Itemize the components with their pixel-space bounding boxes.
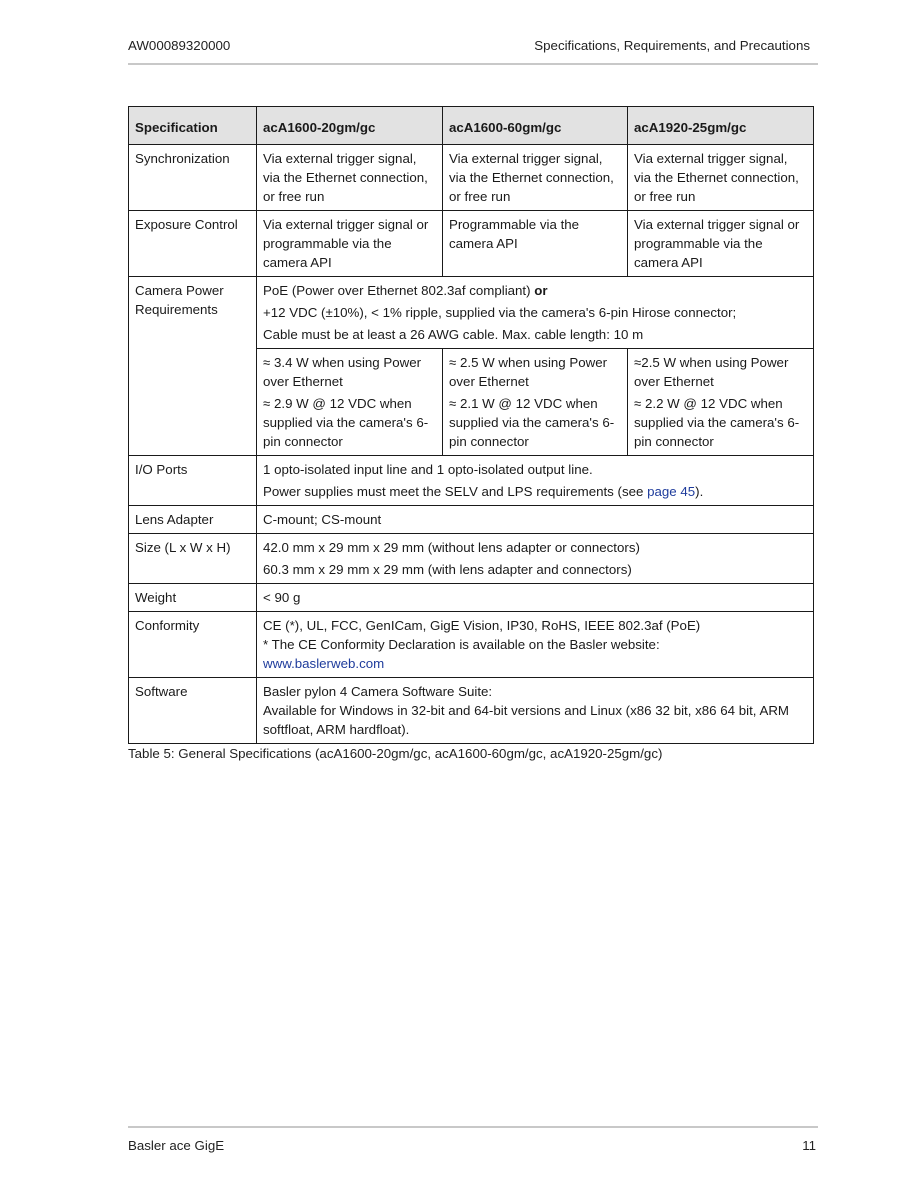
page-number: 11: [802, 1138, 816, 1153]
page-header: [128, 38, 810, 53]
cell-line: [263, 482, 807, 501]
cell-line: supplied via the camera's 6-: [634, 415, 800, 430]
cell-line: Via external trigger signal,: [634, 151, 788, 166]
column-header: Specification: [129, 107, 257, 145]
cell-line: ≈ 2.9 W @ 12 VDC when: [263, 396, 412, 411]
cell-line: * The CE Conformity Declaration is available on the Basler website:: [263, 637, 660, 652]
table-row-camera-power: [129, 277, 814, 349]
table-cell: [257, 211, 443, 277]
cell-line: programmable via the: [263, 236, 392, 251]
cell-line: 42.0 mm x 29 mm x 29 mm (without lens adapter or connectors): [263, 540, 640, 555]
poe-line: [263, 281, 807, 300]
table-row-synchronization: [129, 145, 814, 211]
cell-text: Power supplies must meet the SELV and LPS requirements (see: [263, 484, 648, 499]
table-row-lens-adapter: [129, 506, 814, 534]
table-cell: [257, 349, 443, 456]
table-row-conformity: [129, 612, 814, 678]
cell-line: ≈ 3.4 W when using Power: [263, 355, 422, 370]
page-footer: [128, 1138, 816, 1153]
page-45-link[interactable]: page 45: [647, 484, 696, 499]
table-cell-spanning: [257, 456, 814, 506]
table-row-size: [129, 534, 814, 584]
cell-line: Basler pylon 4 Camera Software Suite:: [263, 684, 493, 699]
table-cell: [443, 349, 628, 456]
cell-line: ≈ 2.1 W @ 12 VDC when: [449, 396, 598, 411]
table-row-weight: [129, 584, 814, 612]
row-label: Weight: [129, 584, 257, 612]
table-cell-spanning: [257, 678, 814, 744]
row-label-line: Requirements: [135, 302, 218, 317]
cell-line: via the Ethernet connection,: [634, 170, 799, 185]
cell-line: Via external trigger signal,: [263, 151, 417, 166]
row-label: I/O Ports: [129, 456, 257, 506]
cell-line: 1 opto-isolated input line and 1 opto-isolated output line.: [263, 462, 593, 477]
cell-line: pin connector: [449, 434, 529, 449]
cell-line: CE (*), UL, FCC, GenICam, GigE Vision, IP30, RoHS, IEEE 802.3af (PoE): [263, 618, 701, 633]
cell-line: over Ethernet: [263, 374, 343, 389]
section-title: Specifications, Requirements, and Precautions: [534, 38, 810, 53]
cell-line: over Ethernet: [634, 374, 714, 389]
table-cell: [443, 211, 628, 277]
cell-line: Via external trigger signal,: [449, 151, 603, 166]
table-cell-spanning: [257, 612, 814, 678]
cell-line: ≈ 2.2 W @ 12 VDC when: [634, 396, 783, 411]
cell-line: Via external trigger signal or: [263, 217, 429, 232]
cell-line: supplied via the camera's 6-: [449, 415, 615, 430]
table-cell: [628, 211, 814, 277]
table-cell-spanning: < 90 g: [257, 584, 814, 612]
table-header-row: [129, 107, 814, 145]
header-divider: [128, 63, 818, 65]
cell-line: ≈2.5 W when using Power: [634, 355, 789, 370]
or-text: or: [534, 283, 548, 298]
row-label: [129, 277, 257, 456]
column-header: acA1920-25gm/gc: [628, 107, 814, 145]
row-label: Synchronization: [129, 145, 257, 211]
cell-line: ≈ 2.5 W when using Power: [449, 355, 608, 370]
vdc-line: +12 VDC (±10%), < 1% ripple, supplied via the camera's 6-pin Hirose connector;: [263, 305, 737, 320]
table-cell-spanning: C-mount; CS-mount: [257, 506, 814, 534]
table-cell-spanning: [257, 277, 814, 349]
cell-text: ).: [695, 484, 704, 499]
baslerweb-link[interactable]: www.baslerweb.com: [263, 656, 385, 671]
table-cell: [628, 349, 814, 456]
cell-line: or free run: [634, 189, 696, 204]
cell-line: camera API: [449, 236, 518, 251]
table-cell: [257, 145, 443, 211]
table-row-exposure-control: [129, 211, 814, 277]
cell-line: pin connector: [634, 434, 714, 449]
cell-line: 60.3 mm x 29 mm x 29 mm (with lens adapter and connectors): [263, 562, 632, 577]
row-label: Lens Adapter: [129, 506, 257, 534]
cell-line: via the Ethernet connection,: [449, 170, 614, 185]
cell-line: camera API: [263, 255, 332, 270]
table-row-software: [129, 678, 814, 744]
cell-line: Programmable via the: [449, 217, 580, 232]
table-cell-spanning: [257, 534, 814, 584]
cell-line: over Ethernet: [449, 374, 529, 389]
column-header: acA1600-20gm/gc: [257, 107, 443, 145]
cell-line: Via external trigger signal or: [634, 217, 800, 232]
cell-line: supplied via the camera's 6-: [263, 415, 429, 430]
product-name: Basler ace GigE: [128, 1138, 225, 1153]
footer-divider: [128, 1126, 818, 1128]
cell-line: programmable via the: [634, 236, 763, 251]
table-row-io-ports: [129, 456, 814, 506]
row-label: Exposure Control: [129, 211, 257, 277]
cable-line: Cable must be at least a 26 AWG cable. Max. cable length: 10 m: [263, 327, 644, 342]
cell-line: via the Ethernet connection,: [263, 170, 428, 185]
cell-line: or free run: [449, 189, 511, 204]
column-header: acA1600-60gm/gc: [443, 107, 628, 145]
table-cell: [443, 145, 628, 211]
table-cell: [628, 145, 814, 211]
row-label: Size (L x W x H): [129, 534, 257, 584]
cell-line: Available for Windows in 32-bit and 64-bit versions and Linux (x86 32 bit, x86 64 bit, ARM softfloat, ARM hardfloat).: [263, 703, 790, 737]
row-label: Software: [129, 678, 257, 744]
document-id: AW00089320000: [128, 38, 231, 53]
general-specifications-table: [128, 106, 814, 744]
poe-text: PoE (Power over Ethernet 802.3af compliant): [263, 283, 531, 298]
cell-line: pin connector: [263, 434, 343, 449]
cell-line: camera API: [634, 255, 703, 270]
table-caption: Table 5: General Specifications (acA1600-20gm/gc, acA1600-60gm/gc, acA1920-25gm/gc): [128, 746, 663, 761]
row-label: Conformity: [129, 612, 257, 678]
cell-line: or free run: [263, 189, 325, 204]
row-label-line: Camera Power: [135, 283, 224, 298]
